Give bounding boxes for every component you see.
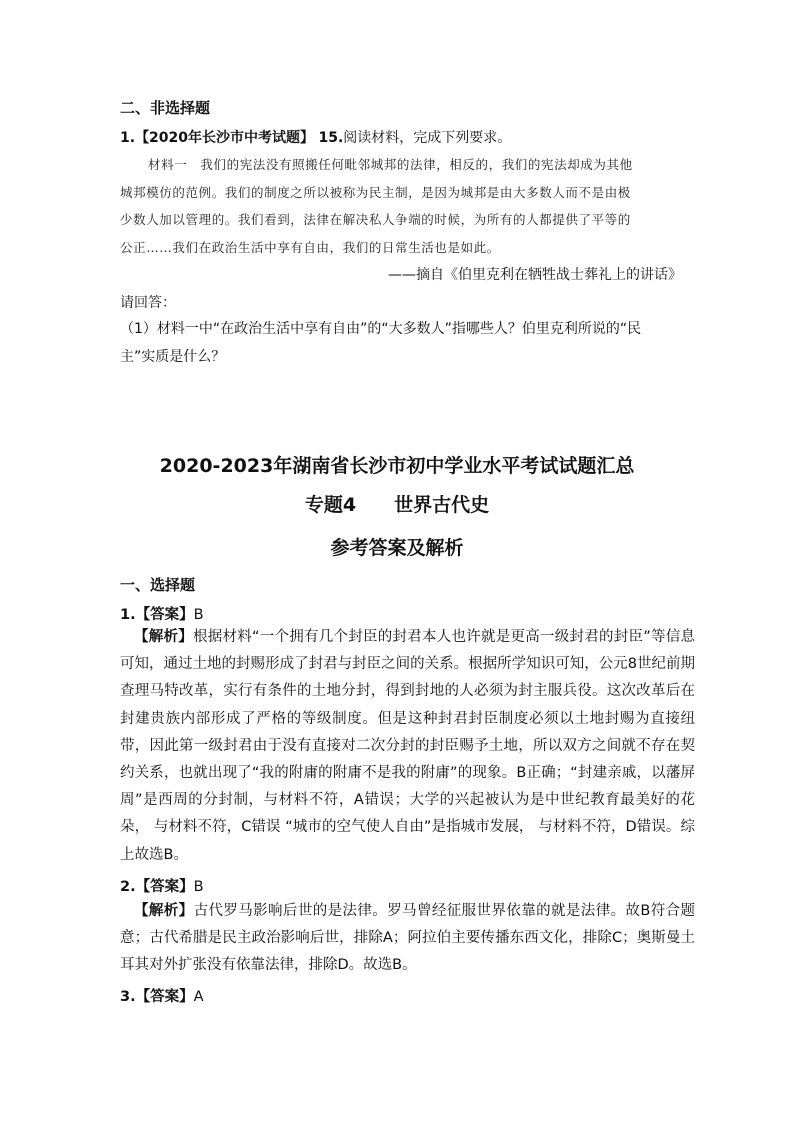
answer-2-tag: 【答案】 (135, 879, 194, 895)
analysis-1-text: 根据材料“一个拥有几个封臣的封君本人也许就是更高一级封君的封臣”等信息可知，通过土地的封赐形成了封君与封臣之间的关系。根据所学知识可知，公元8世纪前期查理马特改革，实行有条件的土地分封，得到封地的人必须为封主服兵役。这次改革后在封建贵族内部形成了严格的等级制度。但是这种封君封臣制度必须以土地封赐为直接纽带，因此第一级封君由于没有直接对二次分封的封臣赐予土地，所以双方之间就不存在契约关系，也就出现了“我的附庸的附庸不是我的附庸”的现象。B正确；“封建亲戚，以藩屏周”是西周的分封制，与材料不符，A错误；大学的兴起被认为是中世纪教育最美好的花朵， 与材料不符，C错误 “城市的空气使人自由”是指城市发展， 与材料不符，D错误。综上故选B。 (120, 629, 695, 863)
answer-3-number: 3. (120, 989, 136, 1005)
answer-2-value: B (193, 879, 204, 895)
answer-1-value: B (193, 607, 204, 623)
question-1-line (120, 127, 511, 147)
ask-label: 请回答： (120, 295, 176, 311)
answer-2-line (120, 875, 204, 896)
analysis-1 (120, 624, 695, 869)
answer-1-tag: 【答案】 (135, 607, 194, 623)
section-heading-choice: 一、选择题 (120, 576, 196, 594)
answer-2-number: 2. (120, 879, 136, 895)
material-line-3: 少数人加以管理的。我们看到，法律在解决私人争端的时候，为所有的人都提供了平等的 (120, 212, 631, 227)
sub-question-1-line-2: 主”实质是什么？ (120, 349, 226, 365)
material-source: ——摘自《伯里克利在牺牲战士葬礼上的讲话》 (388, 267, 682, 283)
topic-title: 专题4 世界古代史 (304, 494, 490, 516)
analysis-2-tag: 【解析】 (134, 903, 194, 919)
answer-3-value: A (193, 989, 204, 1005)
material-line-2: 城邦模仿的范例。我们的制度之所以被称为民主制，是因为城邦是由大多数人而不是由极 (120, 185, 631, 200)
analysis-2 (120, 898, 695, 980)
answer-3-tag: 【答案】 (135, 989, 194, 1005)
analysis-1-tag: 【解析】 (134, 629, 193, 645)
answer-1-line (120, 603, 204, 624)
question-1-prompt-number: 15. (318, 130, 344, 146)
question-1-number: 1. (120, 130, 136, 146)
sub-question-1-line-1: （1）材料一中“在政治生活中享有自由”的“大多数人”指哪些人？伯里克利所说的“民 (120, 321, 642, 337)
answer-1-number: 1. (120, 607, 136, 623)
answer-3-line (120, 985, 204, 1006)
question-1-source-tag: 【2020年长沙市中考试题】 (135, 130, 315, 146)
analysis-2-text: 古代罗马影响后世的是法律。罗马曾经征服世界依靠的就是法律。故B符合题意；古代希腊是民主政治影响后世，排除A；阿拉伯主要传播东西文化，排除C；奥斯曼土耳其对外扩张没有依靠法律，排除D。故选B。 (120, 903, 695, 974)
answer-key-title: 参考答案及解析 (330, 537, 464, 559)
material-line-4: 公正……我们在政治生活中享有自由，我们的日常生活也是如此。 (120, 240, 500, 255)
section-heading-nonchoice: 二、非选择题 (120, 99, 211, 117)
document-title: 2020-2023年湖南省长沙市初中学业水平考试试题汇总 (159, 455, 635, 477)
material-line-1: 材料一 我们的宪法没有照搬任何毗邻城邦的法律，相反的，我们的宪法却成为其他 (148, 157, 633, 172)
question-1-prompt-text: 阅读材料，完成下列要求。 (343, 130, 512, 146)
